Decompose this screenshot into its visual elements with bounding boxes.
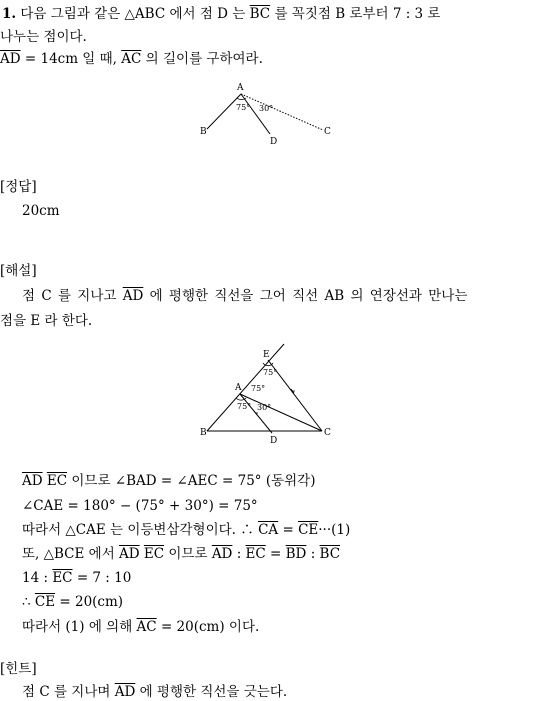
eq-text: = 20(cm) 이다. <box>160 619 260 635</box>
segment-ec: $\overline{EC}$ <box>46 473 68 489</box>
segment-ec: $\overline{EC}$ <box>52 570 73 586</box>
segment-ad: $\overline{AD}$ <box>114 684 136 700</box>
label-e: E <box>263 350 270 360</box>
solution-eq-1 <box>22 472 316 490</box>
eq-text: 이므로 ∠BAD = ∠AEC = 75° (동위각) <box>71 473 316 489</box>
segment-ad: $\overline{AD}$ <box>119 546 140 562</box>
eq-text: = <box>270 546 282 562</box>
solution-eq-2: ∠CAE = 180° − (75° + 30°) = 75° <box>22 498 258 514</box>
answer-heading: [정답] <box>0 179 37 195</box>
segment-ad: $\overline{AD}$ <box>22 473 43 489</box>
eq-text: 이므로 <box>168 546 208 562</box>
eq-text: : <box>310 546 316 562</box>
solution-text: 점 C 를 지나고 <box>22 288 117 304</box>
problem-line-2: 나누는 점이다. <box>0 29 87 45</box>
segment-ad: $\overline{AD}$ <box>211 546 233 562</box>
solution-heading: [해설] <box>0 263 37 279</box>
line-be <box>207 344 284 431</box>
label-c: C <box>324 127 331 137</box>
label-c: C <box>324 428 331 438</box>
eq-text: 또, △BCE 에서 <box>22 546 115 562</box>
segment-ce: $\overline{CE}$ <box>298 522 319 538</box>
segment-ce: $\overline{CE}$ <box>34 594 56 610</box>
eq-text: = <box>282 522 294 538</box>
segment-bd: $\overline{BD}$ <box>285 546 307 562</box>
label-a: A <box>237 83 244 93</box>
hint-heading: [힌트] <box>0 661 37 677</box>
angle-e: 75° <box>263 368 278 377</box>
segment-ad: $\overline{AD}$ <box>0 51 21 67</box>
solution-text: 에 평행한 직선을 그어 직선 AB 의 연장선과 만나는 <box>149 288 468 304</box>
segment-ac: $\overline{AC}$ <box>121 51 142 67</box>
angle-dac: 30° <box>259 104 274 113</box>
eq-text: = 7 : 10 <box>76 570 132 586</box>
hint-text <box>22 683 287 701</box>
hint-part: 점 C 를 지나며 <box>22 684 111 700</box>
solution-eq-3 <box>22 521 350 539</box>
problem-text: 의 길이를 구하여라. <box>145 51 263 67</box>
solution-eq-7 <box>22 618 259 636</box>
solution-eq-4 <box>22 545 340 563</box>
problem-text: 를 꼭짓점 B 로부터 7 : 3 로 <box>274 6 441 22</box>
label-b: B <box>200 428 207 438</box>
angle-bad: 75° <box>237 402 252 411</box>
solution-eq-6 <box>22 593 123 611</box>
label-d: D <box>270 137 278 147</box>
label-d: D <box>270 436 278 446</box>
eq-text: = 20(cm) <box>59 594 124 610</box>
solution-line-2: 점을 E 라 한다. <box>0 313 93 329</box>
angle-a-top: 75° <box>251 384 266 393</box>
line-ac <box>240 394 322 431</box>
eq-text: 따라서 (1) 에 의해 <box>22 619 133 635</box>
label-b: B <box>200 127 207 137</box>
line-ac <box>241 94 323 130</box>
problem-line-1 <box>2 5 440 23</box>
segment-ca: $\overline{CA}$ <box>258 522 279 538</box>
solution-eq-5 <box>22 569 131 587</box>
eq-text: 따라서 △CAE 는 이등변삼각형이다. ∴ <box>22 522 254 538</box>
segment-ad: $\overline{AD}$ <box>122 288 144 304</box>
angle-bad: 75° <box>236 103 251 112</box>
segment-ec: $\overline{EC}$ <box>245 546 266 562</box>
angle-dac: 30° <box>257 403 272 412</box>
eq-text: ···(1) <box>318 522 351 538</box>
figure-extended-triangle <box>195 338 340 446</box>
segment-bc: $\overline{BC}$ <box>249 6 271 22</box>
figure-triangle-abc <box>195 78 345 150</box>
eq-text: 14 : <box>22 570 49 586</box>
segment-ac: $\overline{AC}$ <box>136 619 157 635</box>
eq-text: ∴ <box>22 594 31 610</box>
problem-line-3 <box>0 50 263 68</box>
hint-part: 에 평행한 직선을 긋는다. <box>139 684 288 700</box>
problem-text: = 14cm 일 때, <box>24 51 117 67</box>
segment-ec: $\overline{EC}$ <box>143 546 165 562</box>
problem-text: 다음 그림과 같은 △ABC 에서 점 D 는 <box>20 6 246 22</box>
answer-value: 20cm <box>22 203 60 219</box>
problem-number: 1. <box>2 6 17 22</box>
segment-bc: $\overline{BC}$ <box>319 546 341 562</box>
eq-text: : <box>236 546 242 562</box>
label-a: A <box>235 383 242 393</box>
solution-line-1 <box>22 287 467 305</box>
